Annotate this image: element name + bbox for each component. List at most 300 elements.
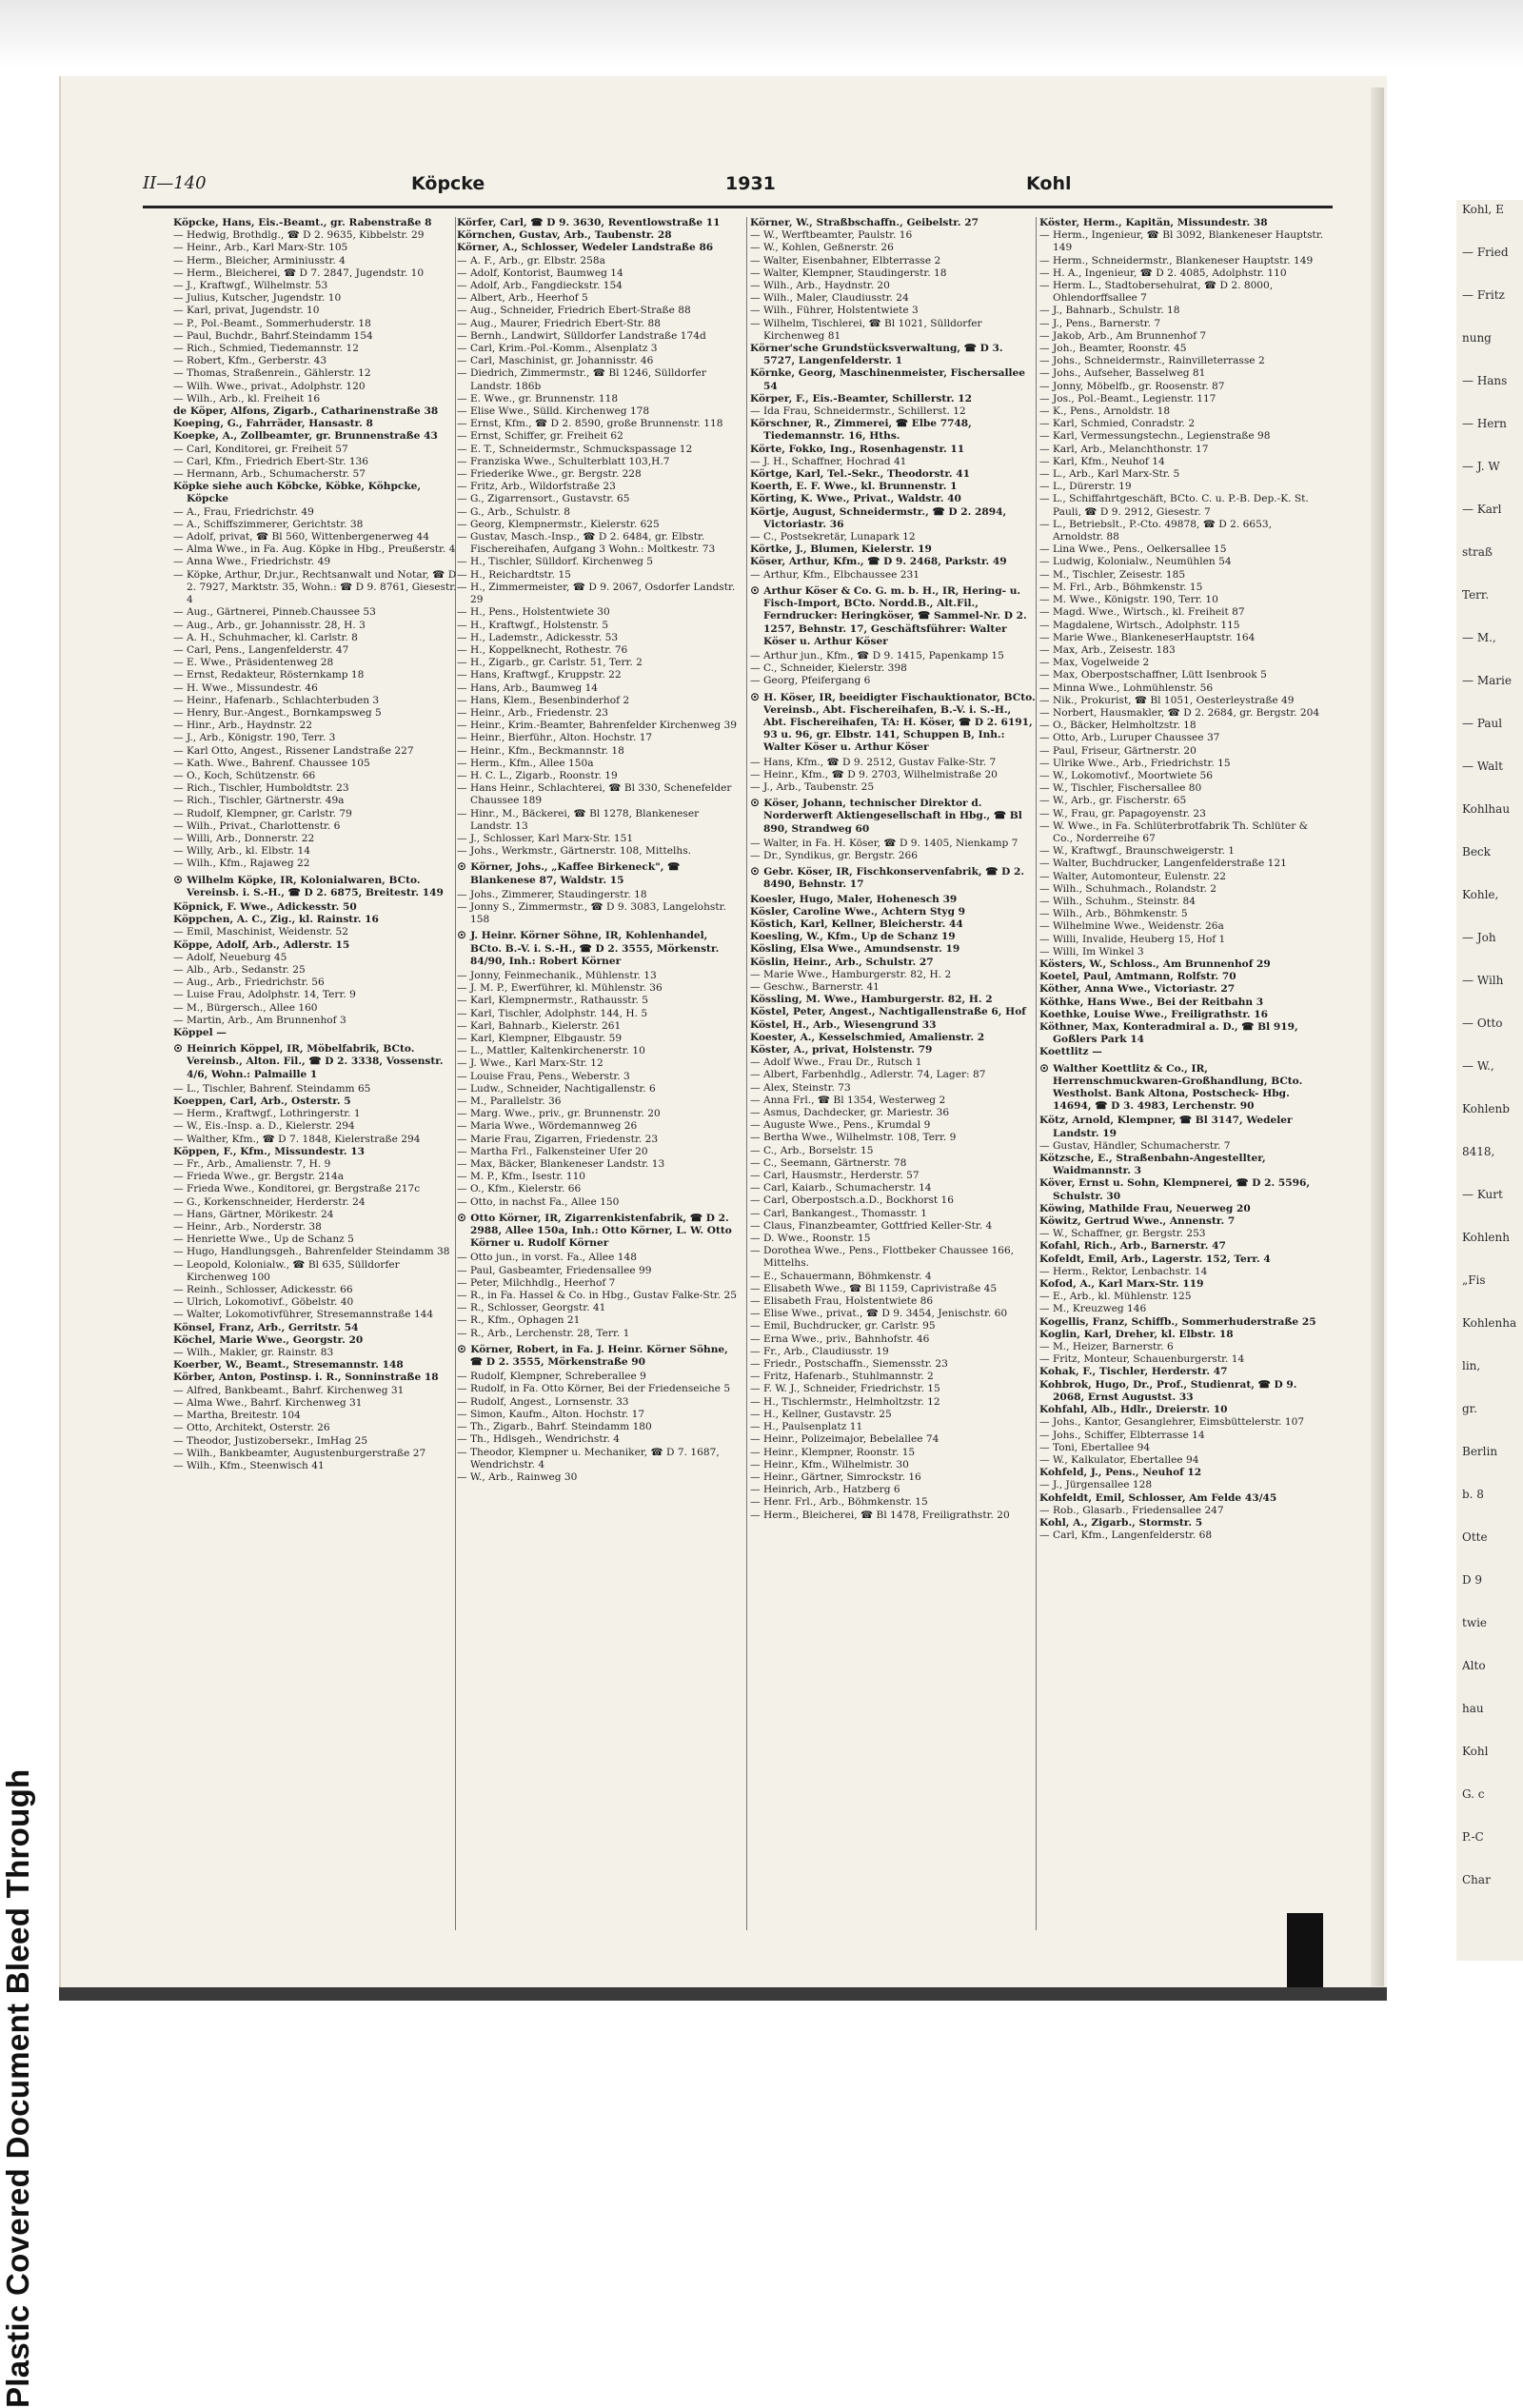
directory-entry: — C., Arb., Borselstr. 15 xyxy=(750,1144,874,1156)
directory-entry: — Thomas, Straßenrein., Gählerstr. 12 xyxy=(173,367,371,380)
directory-entry: — Diedrich, Zimmermstr., ☎ Bl 1246, Sülldorfer Landstr. 186b xyxy=(457,367,706,392)
directory-entry xyxy=(750,691,1038,755)
directory-entry: — W., Arb., Rainweg 30 xyxy=(457,1470,578,1483)
directory-entry: — Herm., Bleicherei, ☎ D 7. 2847, Jugendstr. 10 xyxy=(173,266,425,279)
directory-entry: — Karl, Schmied, Conradstr. 2 xyxy=(1039,418,1196,430)
directory-entry: — Rob., Glasarb., Friedensallee 247 xyxy=(1039,1504,1224,1516)
directory-entry: — F. W. J., Schneider, Friedrichstr. 15 xyxy=(750,1383,940,1395)
adjacent-page-text: Kohl xyxy=(1462,1745,1489,1758)
directory-entry: — Peter, Milchhdlg., Heerhof 7 xyxy=(457,1276,616,1289)
directory-entry: — Walter, Automonteur, Eulenstr. 22 xyxy=(1039,870,1226,882)
directory-entry: — Marg. Wwe., priv., gr. Brunnenstr. 20 xyxy=(457,1108,661,1120)
directory-entry: — Herm., Bleicherei, ☎ Bl 1478, Freiligrathstr. 20 xyxy=(750,1509,1010,1521)
directory-entry: Kohfeldt, Emil, Schlosser, Am Felde 43/45 xyxy=(1039,1491,1277,1504)
directory-entry: — Walter, in Fa. H. Köser, ☎ D 9. 1405, Nienkamp 7 xyxy=(750,837,1019,849)
directory-entry: — C., Seemann, Gärtnerstr. 78 xyxy=(750,1156,907,1169)
firm-entry-text: Arthur Köser & Co. G. m. b. H., IR, Hering- u. Fisch-Import, BCto. Nordd.B., Alt.Fil., Ferndrucker: Heringköser, ☎ Sammel-Nr. D 2. 1257, Behnstr. 17, Geschäftsführer: Walter Köser u. Arthur Köser xyxy=(763,584,1027,647)
directory-entry: — Magd. Wwe., Wirtsch., kl. Freiheit 87 xyxy=(1039,606,1245,619)
directory-entry: — Wilh., Schuhmach., Rolandstr. 2 xyxy=(1039,882,1216,895)
directory-entry: — Anna Frl., ☎ Bl 1354, Westerweg 2 xyxy=(750,1094,946,1106)
directory-entry: Kofeldt, Emil, Arb., Lagerstr. 152, Terr. 4 xyxy=(1039,1253,1271,1265)
directory-entry: Köstel, Peter, Angest., Nachtigallenstraße 6, Hof xyxy=(750,1006,1026,1018)
directory-entry: — Emil, Maschinist, Weidenstr. 52 xyxy=(173,926,348,938)
directory-entry: — Wilhelmine Wwe., Weidenstr. 26a xyxy=(1039,920,1224,933)
directory-entry: — Adolf, Neueburg 45 xyxy=(173,951,287,963)
directory-entry: — Willi, Im Winkel 3 xyxy=(1039,945,1144,957)
directory-entry: — Martha, Breitestr. 104 xyxy=(173,1410,301,1422)
directory-entry: — Henr. Frl., Arb., Böhmkenstr. 15 xyxy=(750,1496,928,1509)
directory-entry: — Albert, Farbenhdlg., Adlerstr. 74, Lager: 87 xyxy=(750,1069,986,1081)
directory-entry: — Ida Frau, Schneidermstr., Schillerst. 12 xyxy=(750,405,966,418)
adjacent-page-text: — Fritz xyxy=(1462,288,1505,302)
directory-entry: — Herm., Kfm., Allee 150a xyxy=(457,757,594,769)
directory-entry: — Johs., Schiffer, Elbterrasse 14 xyxy=(1039,1429,1205,1441)
directory-entry: — Luise Frau, Adolphstr. 14, Terr. 9 xyxy=(173,989,356,1001)
directory-entry: — A. F., Arb., gr. Elbstr. 258a xyxy=(457,254,605,266)
directory-entry: Körper, F., Eis.-Beamter, Schillerstr. 12 xyxy=(750,392,972,405)
directory-entry: — Ernst, Kfm., ☎ D 2. 8590, große Brunnenstr. 118 xyxy=(457,418,723,430)
directory-entry: — Alma Wwe., in Fa. Aug. Köpke in Hbg., Preußerstr. 4 xyxy=(173,543,456,556)
directory-entry: — Martha Frl., Falkensteiner Ufer 20 xyxy=(457,1145,648,1157)
directory-entry: — Wilh., Maler, Claudiusstr. 24 xyxy=(750,292,909,305)
directory-entry: — Carl, Kfm., Friedrich Ebert-Str. 136 xyxy=(173,455,369,467)
directory-entry: — Georg, Klempnermstr., Kielerstr. 625 xyxy=(457,518,660,530)
directory-entry: — Jonny, Feinmechanik., Mühlenstr. 13 xyxy=(457,969,657,981)
adjacent-page-text: straß xyxy=(1462,545,1493,559)
directory-column-1 xyxy=(173,217,459,1949)
directory-entry: — Karl, Arb., Melanchthonstr. 17 xyxy=(1039,443,1209,455)
directory-entry xyxy=(173,874,459,899)
directory-entry: Köver, Ernst u. Sohn, Klempnerei, ☎ D 2. 5596, Schulstr. 30 xyxy=(1039,1177,1311,1202)
directory-entry: — Hans, Klem., Besenbinderhof 2 xyxy=(457,694,630,706)
directory-entry: Kohfeld, J., Pens., Neuhof 12 xyxy=(1039,1467,1202,1479)
directory-entry: — Heinr., Polizeimajor, Bebelallee 74 xyxy=(750,1433,940,1446)
directory-entry: Köwing, Mathilde Frau, Neuerweg 20 xyxy=(1039,1202,1251,1214)
directory-entry: Köpke siehe auch Köbcke, Köbke, Köhpcke, Köpcke xyxy=(173,481,422,505)
directory-entry: Köthner, Max, Konteradmiral a. D., ☎ Bl 919, Goßlers Park 14 xyxy=(1039,1021,1298,1046)
directory-entry: Könsel, Franz, Arb., Gerritstr. 54 xyxy=(173,1321,359,1333)
directory-entry: — Wilh., Arb., Haydnstr. 20 xyxy=(750,280,890,292)
directory-entry: — Fritz, Arb., Wildorfstraße 23 xyxy=(457,481,616,493)
directory-entry: — Carl, Maschinist, gr. Johannisstr. 46 xyxy=(457,355,654,367)
directory-entry: — Hans, Kfm., ☎ D 9. 2512, Gustav Falke-Str. 7 xyxy=(750,756,997,768)
directory-entry: — Wilhelm, Tischlerei, ☎ Bl 1021, Sülldorfer Kirchenweg 81 xyxy=(750,317,982,342)
directory-entry: Körtge, Karl, Tel.-Sekr., Theodorstr. 41 xyxy=(750,468,971,481)
directory-entry: Koesling, W., Kfm., Up de Schanz 19 xyxy=(750,931,956,943)
firm-bullet-icon: ⊙ xyxy=(750,864,764,878)
directory-entry: de Köper, Alfons, Zigarb., Catharinenstraße 38 xyxy=(173,405,439,418)
directory-entry: Köthke, Hans Wwe., Bei der Reitbahn 3 xyxy=(1039,996,1264,1008)
directory-entry xyxy=(1039,1062,1325,1114)
directory-entry: — E. Wwe., gr. Brunnenstr. 118 xyxy=(457,392,619,405)
directory-entry: — G., Arb., Schulstr. 8 xyxy=(457,505,571,518)
directory-entry: — H., Kraftwgf., Holstenstr. 5 xyxy=(457,619,609,631)
directory-entry: Kötz, Arnold, Klempner, ☎ Bl 3147, Wedeler Landstr. 19 xyxy=(1039,1115,1293,1139)
adjacent-page-text: Terr. xyxy=(1462,588,1490,602)
directory-column-4 xyxy=(1039,217,1325,1949)
directory-entry: — Carl, Kaiarb., Schumacherstr. 14 xyxy=(750,1182,932,1194)
adjacent-page-text: 8418, xyxy=(1462,1145,1495,1158)
directory-entry: — Alfred, Bankbeamt., Bahrf. Kirchenweg 31 xyxy=(173,1384,405,1396)
directory-entry: — M. Frl., Arb., Böhmkenstr. 15 xyxy=(1039,581,1203,593)
directory-entry: — Hinr., Arb., Haydnstr. 22 xyxy=(173,720,312,732)
directory-entry: — Erna Wwe., priv., Bahnhofstr. 46 xyxy=(750,1332,930,1345)
directory-entry: — Leopold, Kolonialw., ☎ Bl 635, Sülldorfer Kirchenweg 100 xyxy=(173,1258,400,1283)
directory-entry: — Ludw., Schneider, Nachtigallenstr. 6 xyxy=(457,1082,656,1095)
directory-entry: — Friedr., Postschaffn., Siemensstr. 23 xyxy=(750,1358,948,1371)
adjacent-page-text: — Joh xyxy=(1462,931,1496,944)
directory-entry: — H., Zigarb., gr. Carlstr. 51, Terr. 2 xyxy=(457,657,643,669)
directory-entry: — Herm., Rektor, Lenbachstr. 14 xyxy=(1039,1265,1208,1277)
directory-entry: — Fritz, Hafenarb., Stuhlmannstr. 2 xyxy=(750,1371,934,1383)
directory-entry: — Walther, Kfm., ☎ D 7. 1848, Kielerstraße 294 xyxy=(173,1133,421,1145)
directory-entry: — H. C. L., Zigarb., Roonstr. 19 xyxy=(457,769,618,781)
header-first-word: Köpcke xyxy=(411,173,485,194)
directory-entry: Körner, W., Straßbschaffn., Geibelstr. 27 xyxy=(750,217,979,228)
directory-entry: — H. Wwe., Missundestr. 46 xyxy=(173,681,318,694)
adjacent-page-text: Kohlenb xyxy=(1462,1102,1510,1115)
directory-column-3 xyxy=(750,217,1038,1949)
directory-entry: — Max, Arb., Zeisestr. 183 xyxy=(1039,643,1176,656)
directory-entry: — Dorothea Wwe., Pens., Flottbeker Chaussee 166, Mittelhs. xyxy=(750,1245,1015,1270)
adjacent-page-text: Char xyxy=(1462,1873,1491,1886)
directory-entry: Kohl, A., Zigarb., Stormstr. 5 xyxy=(1039,1516,1203,1529)
directory-entry: — Rich., Tischler, Humboldtstr. 23 xyxy=(173,782,349,795)
directory-entry: — Arthur, Kfm., Elbchaussee 231 xyxy=(750,568,920,581)
directory-entry: — Hinr., M., Bäckerei, ☎ Bl 1278, Blankeneser Landstr. 13 xyxy=(457,807,700,832)
directory-entry: Körschner, R., Zimmerei, ☎ Elbe 7748, Tiedemannstr. 16, Hths. xyxy=(750,418,972,443)
directory-entry: — Herm., Ingenieur, ☎ Bl 3092, Blankeneser Hauptstr. 149 xyxy=(1039,229,1324,254)
directory-entry: — Georg, Pfeifergang 6 xyxy=(750,675,871,687)
directory-entry: Köser, Arthur, Kfm., ☎ D 9. 2468, Parkstr. 49 xyxy=(750,556,1007,568)
directory-entry: — D. Wwe., Roonstr. 15 xyxy=(750,1233,871,1245)
directory-entry: — L., Schiffahrtgeschäft, BCto. C. u. P.-B. Dep.-K. St. Pauli, ☎ D 9. 2912, Giesestr. 7 xyxy=(1039,493,1309,518)
directory-entry: — Herm., Kraftwgf., Lothringerstr. 1 xyxy=(173,1108,361,1120)
adjacent-page-text: Alto xyxy=(1462,1659,1486,1672)
directory-entry: — Carl, Bankangest., Thomasstr. 1 xyxy=(750,1207,928,1219)
directory-entry: — H., Kellner, Gustavstr. 25 xyxy=(750,1408,892,1420)
directory-entry: Köster, Herm., Kapitän, Missundestr. 38 xyxy=(1039,217,1268,228)
directory-entry: — Aug., Arb., Friedrichstr. 56 xyxy=(173,977,325,989)
directory-entry: — Otto, Architekt, Osterstr. 26 xyxy=(173,1422,330,1434)
adjacent-page-text: Kohl, E xyxy=(1462,203,1504,216)
directory-entry: — W., Kraftwgf., Braunschweigerstr. 1 xyxy=(1039,845,1235,858)
directory-entry: — Simon, Kaufm., Alton. Hochstr. 17 xyxy=(457,1408,645,1420)
adjacent-page-text: G. c xyxy=(1462,1787,1485,1801)
directory-entry: — Wilh., Makler, gr. Rainstr. 83 xyxy=(173,1347,334,1359)
directory-entry: Kofahl, Rich., Arb., Barnerstr. 47 xyxy=(1039,1240,1226,1253)
page-number: II—140 xyxy=(143,173,207,193)
directory-entry: — Th., Hdlsgeh., Wendrichstr. 4 xyxy=(457,1433,620,1446)
directory-entry: — H., Pens., Holstentwiete 30 xyxy=(457,606,610,619)
directory-entry: — Herm., Schneidermstr., Blankeneser Hauptstr. 149 xyxy=(1039,254,1314,266)
directory-entry: — Johs., Kantor, Gesanglehrer, Eimsbüttelerstr. 107 xyxy=(1039,1416,1305,1429)
directory-entry: Köther, Anna Wwe., Victoriastr. 27 xyxy=(1039,983,1236,996)
directory-entry: — Ulrike Wwe., Arb., Friedrichstr. 15 xyxy=(1039,757,1231,769)
side-label: Plastic Covered Document Bleed Through xyxy=(0,1768,35,2408)
firm-bullet-icon: ⊙ xyxy=(750,582,764,597)
directory-entry: — H., Koppelknecht, Rothestr. 76 xyxy=(457,643,628,656)
directory-entry: Kössling, M. Wwe., Hamburgerstr. 82, H. 2 xyxy=(750,994,993,1006)
directory-entry: — W., Frau, gr. Papagoyenstr. 23 xyxy=(1039,807,1206,819)
directory-entry: Koettlitz — xyxy=(1039,1046,1102,1058)
directory-entry: — Marie Wwe., Hamburgerstr. 82, H. 2 xyxy=(750,968,952,980)
directory-entry: — Wilh., Privat., Charlottenstr. 6 xyxy=(173,819,341,832)
running-header xyxy=(143,168,1333,200)
directory-entry: — Aug., Maurer, Friedrich Ebert-Str. 88 xyxy=(457,317,662,329)
directory-entry: — Willi, Arb., Donnerstr. 22 xyxy=(173,832,315,844)
directory-entry: — Max, Oberpostschaffner, Lütt Isenbrook 5 xyxy=(1039,669,1267,681)
directory-entry: — Heinr., Arb., Friedenstr. 23 xyxy=(457,706,609,719)
directory-entry: — Henry, Bur.-Angest., Bornkampsweg 5 xyxy=(173,706,382,719)
directory-entry: — E., Schauermann, Böhmkenstr. 4 xyxy=(750,1270,932,1282)
directory-entry: Köstel, H., Arb., Wiesengrund 33 xyxy=(750,1018,937,1031)
directory-entry: — Fritz, Monteur, Schauenburgerstr. 14 xyxy=(1039,1353,1245,1366)
directory-entry: — Hans, Gärtner, Mörikestr. 24 xyxy=(173,1208,334,1220)
directory-entry: — Norbert, Hausmakler, ☎ D 2. 2684, gr. Bergstr. 204 xyxy=(1039,706,1320,719)
directory-entry: — Heinr., Arb., Karl Marx-Str. 105 xyxy=(173,242,348,254)
directory-entry: Köslin, Heinr., Arb., Schulstr. 27 xyxy=(750,956,934,968)
directory-entry: — Julius, Kutscher, Jugendstr. 10 xyxy=(173,292,342,305)
directory-entry: — Ulrich, Lokomotivf., Göbelstr. 40 xyxy=(173,1296,354,1309)
directory-entry: — W., Werftbeamter, Paulstr. 16 xyxy=(750,229,913,242)
directory-entry: — H., Tischler, Sülldorf. Kirchenweg 5 xyxy=(457,556,654,568)
directory-entry: — Hermann, Arb., Schumacherstr. 57 xyxy=(173,468,366,481)
directory-entry: Kohak, F., Tischler, Herderstr. 47 xyxy=(1039,1366,1228,1378)
directory-entry: — Frieda Wwe., Konditorei, gr. Bergstraße 217c xyxy=(173,1183,421,1195)
directory-entry: — Paul, Gasbeamter, Friedensallee 99 xyxy=(457,1264,652,1276)
directory-entry: — Rudolf, Angest., Lornsenstr. 33 xyxy=(457,1395,629,1408)
directory-entry: — O., Kfm., Kielerstr. 66 xyxy=(457,1183,582,1195)
directory-entry xyxy=(173,1042,459,1081)
directory-entry: — Theodor, Klempner u. Mechaniker, ☎ D 7. 1687, Wendrichstr. 4 xyxy=(457,1446,720,1470)
directory-entry: — Asmus, Dachdecker, gr. Mariestr. 36 xyxy=(750,1107,950,1119)
directory-entry: — Karl, Klempner, Elbgaustr. 59 xyxy=(457,1033,623,1044)
directory-entry: — Carl, Krim.-Pol.-Komm., Alsenplatz 3 xyxy=(457,343,658,355)
firm-bullet-icon: ⊙ xyxy=(1039,1060,1054,1075)
scan-bottom-edge xyxy=(59,1987,1387,2001)
directory-entry: — Heinr., Hafenarb., Schlachterbuden 3 xyxy=(173,694,380,706)
directory-entry: Körnchen, Gustav, Arb., Taubenstr. 28 xyxy=(457,229,672,242)
directory-entry: — M., Parallelstr. 36 xyxy=(457,1095,562,1108)
directory-entry: — Franziska Wwe., Schulterblatt 103,H.7 xyxy=(457,455,670,467)
directory-entry: — Paul, Buchdr., Bahrf.Steindamm 154 xyxy=(173,329,373,342)
adjacent-page-text: — Otto xyxy=(1462,1016,1503,1030)
directory-entry: — Maria Wwe., Wördemannweg 26 xyxy=(457,1120,638,1133)
directory-entry: Kötzsche, E., Straßenbahn-Angestellter, Waidmannstr. 3 xyxy=(1039,1153,1266,1177)
directory-entry: — J., Arb., Königstr. 190, Terr. 3 xyxy=(173,732,336,744)
directory-entry: — L., Betriebslt., P.-Cto. 49878, ☎ D 2. 6653, Arnoldstr. 88 xyxy=(1039,518,1272,543)
directory-entry: Körner'sche Grundstücksverwaltung, ☎ D 3. 5727, Langenfelderstr. 1 xyxy=(750,343,1003,367)
directory-entry: — Adolf, Kontorist, Baumweg 14 xyxy=(457,266,623,279)
directory-entry: Körnke, Georg, Maschinenmeister, Fischersallee 54 xyxy=(750,367,1025,392)
adjacent-page-text: — Kurt xyxy=(1462,1188,1503,1201)
directory-entry: Kohfahl, Alb., Hdlr., Dreierstr. 10 xyxy=(1039,1404,1228,1416)
directory-entry: — L., Tischler, Bahrenf. Steindamm 65 xyxy=(173,1082,371,1095)
directory-entry: — Jos., Pol.-Beamt., Legienstr. 117 xyxy=(1039,392,1216,405)
directory-entry: — A., Schiffszimmerer, Gerichtstr. 38 xyxy=(173,518,364,530)
firm-bullet-icon: ⊙ xyxy=(173,872,188,886)
firm-entry-text: Körner, Johs., „Kaffee Birkeneck", ☎ Blankenese 87, Waldstr. 15 xyxy=(470,861,681,886)
directory-entry: — Max, Vogelweide 2 xyxy=(1039,657,1150,669)
directory-entry: — Carl, Kfm., Langenfelderstr. 68 xyxy=(1039,1530,1213,1542)
directory-entry: — Elisabeth Wwe., ☎ Bl 1159, Caprivistraße 45 xyxy=(750,1282,998,1294)
directory-entry: — Albert, Arb., Heerhof 5 xyxy=(457,292,588,305)
directory-entry: Körner, A., Schlosser, Wedeler Landstraße 86 xyxy=(457,242,714,254)
adjacent-page-text: Kohlhau xyxy=(1462,802,1511,816)
directory-entry: Köpcke, Hans, Eis.-Beamt., gr. Rabenstraße 8 xyxy=(173,217,432,228)
directory-entry: — Johs., Schneidermstr., Rainvilleterrasse 2 xyxy=(1039,355,1265,367)
directory-entry xyxy=(457,1212,742,1251)
directory-entry: Körtje, August, Schneidermstr., ☎ D 2. 2894, Victoriastr. 36 xyxy=(750,505,1007,530)
adjacent-page-text: Kohlenh xyxy=(1462,1231,1510,1244)
adjacent-page-text: twie xyxy=(1462,1616,1488,1629)
directory-entry: — W., Tischler, Fischersallee 80 xyxy=(1039,782,1202,795)
firm-bullet-icon: ⊙ xyxy=(750,689,764,703)
directory-entry: — Walter, Eisenbahner, Elbterrasse 2 xyxy=(750,254,941,266)
directory-entry: — J., Schlosser, Karl Marx-Str. 151 xyxy=(457,832,634,844)
directory-entry: — O., Koch, Schützenstr. 66 xyxy=(173,769,316,781)
directory-entry: Koester, A., Kesselschmied, Amalienstr. 2 xyxy=(750,1031,985,1043)
directory-entry: — Marie Frau, Zigarren, Friedenstr. 23 xyxy=(457,1133,659,1145)
directory-entry: — J., Pens., Barnerstr. 7 xyxy=(1039,317,1161,329)
directory-entry: — L., Arb., Karl Marx-Str. 5 xyxy=(1039,468,1180,481)
firm-bullet-icon: ⊙ xyxy=(457,1210,471,1224)
directory-entry: — Elisabeth Frau, Holstentwiete 86 xyxy=(750,1295,934,1308)
directory-entry: — H., Lademstr., Adickesstr. 53 xyxy=(457,631,619,643)
directory-entry: — Wilh., Führer, Holstentwiete 3 xyxy=(750,305,919,317)
directory-entry: — Heinr., Klempner, Roonstr. 15 xyxy=(750,1446,916,1458)
directory-entry: Köster, A., privat, Holstenstr. 79 xyxy=(750,1044,933,1056)
directory-entry: Kösler, Caroline Wwe., Achtern Styg 9 xyxy=(750,905,966,918)
directory-entry: — Heinrich, Arb., Hatzberg 6 xyxy=(750,1484,900,1496)
directory-entry: Koethke, Louise Wwe., Freiligrathstr. 16 xyxy=(1039,1008,1269,1020)
firm-entry-text: Wilhelm Köpke, IR, Kolonialwaren, BCto. Vereinsb. i. S.-H., ☎ D 2. 6875, Breitestr. 149 xyxy=(187,874,444,898)
firm-entry-text: Körner, Robert, in Fa. J. Heinr. Körner Söhne, ☎ D 2. 3555, Mörkenstraße 90 xyxy=(470,1343,728,1369)
directory-entry: — Hans, Kraftwgf., Kruppstr. 22 xyxy=(457,669,622,681)
directory-entry: Köppe, Adolf, Arb., Adlerstr. 15 xyxy=(173,938,350,951)
directory-entry: — Karl, privat, Jugendstr. 10 xyxy=(173,305,320,317)
directory-entry: — Wilh., Bankbeamter, Augustenburgerstraße 27 xyxy=(173,1447,426,1459)
directory-entry: — Minna Wwe., Lohmühlenstr. 56 xyxy=(1039,681,1214,694)
directory-entry: — Karl, Tischler, Adolphstr. 144, H. 5 xyxy=(457,1007,648,1019)
header-last-word: Kohl xyxy=(1026,173,1072,194)
directory-entry: Koeppen, Carl, Arb., Osterstr. 5 xyxy=(173,1095,351,1108)
directory-entry: Koerber, W., Beamt., Stresemannstr. 148 xyxy=(173,1359,404,1372)
directory-entry: — Johs., Aufseher, Basselweg 81 xyxy=(1039,367,1206,380)
adjacent-page-text: Kohle, xyxy=(1462,888,1499,901)
adjacent-page-text: Otte xyxy=(1462,1530,1488,1544)
adjacent-page-text: Berlin xyxy=(1462,1445,1498,1458)
directory-entry: — J., Kraftwgf., Wilhelmstr. 53 xyxy=(173,280,328,292)
directory-entry: — Th., Zigarb., Bahrf. Steindamm 180 xyxy=(457,1421,652,1433)
directory-entry: — W., Arb., gr. Fischerstr. 65 xyxy=(1039,795,1187,807)
directory-entry: — Rich., Schmied, Tiedemannstr. 12 xyxy=(173,343,360,355)
directory-entry: — Ernst, Schiffer, gr. Freiheit 62 xyxy=(457,430,623,443)
scan-top-shadow xyxy=(0,0,1523,69)
directory-entry: — Walter, Lokomotivführer, Stresemannstraße 144 xyxy=(173,1309,434,1321)
directory-entry: Köppchen, A. C., Zig., kl. Rainstr. 16 xyxy=(173,914,379,926)
adjacent-page-text: D 9 xyxy=(1462,1573,1483,1587)
page-gutter-shadow xyxy=(1371,88,1384,1986)
directory-entry: — M. Wwe., Königstr. 190, Terr. 10 xyxy=(1039,594,1218,606)
directory-entry: — W. Wwe., in Fa. Schlüterbrotfabrik Th. Schlüter & Co., Norderreihe 67 xyxy=(1039,819,1309,844)
adjacent-page-text: nung xyxy=(1462,331,1492,345)
directory-entry: — Wilh., Kfm., Rajaweg 22 xyxy=(173,858,310,870)
directory-entry: — Wilh. Wwe., privat., Adolphstr. 120 xyxy=(173,380,366,392)
scan-marker-block xyxy=(1287,1913,1323,1989)
directory-entry: — Bernh., Landwirt, Sülldorfer Landstraße 174d xyxy=(457,329,706,342)
directory-entry: — J. M. P., Ewerführer, kl. Mühlenstr. 36 xyxy=(457,982,663,995)
directory-entry: Köpnick, F. Wwe., Adickesstr. 50 xyxy=(173,900,357,913)
adjacent-page-text: — Fried xyxy=(1462,246,1509,259)
directory-entry: Koepke, A., Zollbeamter, gr. Brunnenstraße 43 xyxy=(173,430,438,443)
directory-entry: — Aug., Arb., gr. Johannisstr. 28, H. 3 xyxy=(173,619,366,631)
directory-entry: — Bertha Wwe., Wilhelmstr. 108, Terr. 9 xyxy=(750,1132,957,1144)
directory-entry: Körting, K. Wwe., Privat., Waldstr. 40 xyxy=(750,493,961,505)
directory-entry xyxy=(457,1343,742,1369)
directory-entry: — Alex, Steinstr. 73 xyxy=(750,1081,851,1094)
directory-entry: — Arthur jun., Kfm., ☎ D 9. 1415, Papenkamp 15 xyxy=(750,649,1004,661)
directory-entry: — Heinr., Bierführ., Alton. Hochstr. 17 xyxy=(457,732,653,744)
directory-entry: — Heinr., Gärtner, Simrockstr. 16 xyxy=(750,1470,921,1483)
directory-entry: — Friederike Wwe., gr. Bergstr. 228 xyxy=(457,468,642,481)
adjacent-page-text: Beck xyxy=(1462,845,1491,859)
directory-entry: — Adolf, privat, ☎ Bl 560, Wittenbergenerweg 44 xyxy=(173,531,430,543)
directory-entry: — Martin, Arb., Am Brunnenhof 3 xyxy=(173,1014,346,1026)
directory-entry: — G., Korkenschneider, Herderstr. 24 xyxy=(173,1195,366,1208)
directory-entry: — Fr., Arb., Amalienstr. 7, H. 9 xyxy=(173,1158,331,1171)
directory-entry: — L., Mattler, Kaltenkirchenerstr. 10 xyxy=(457,1045,645,1057)
directory-entry: — J., Arb., Taubenstr. 25 xyxy=(750,780,875,793)
directory-entry: — M., Kreuzweg 146 xyxy=(1039,1303,1147,1315)
directory-entry: — M., Heizer, Barnerstr. 6 xyxy=(1039,1341,1174,1353)
directory-entry: — Herm., Bleicher, Arminiusstr. 4 xyxy=(173,254,346,266)
adjacent-page-text: Kohlenha xyxy=(1462,1316,1517,1330)
directory-entry: — Karl, Bahnarb., Kielerstr. 261 xyxy=(457,1019,622,1032)
firm-entry-text: Köser, Johann, technischer Direktor d. Norderwerft Aktiengesellschaft in Hbg., ☎ Bl 890, Strandweg 60 xyxy=(763,798,1022,835)
directory-entry: — C., Postsekretär, Lunapark 12 xyxy=(750,531,916,543)
firm-entry-text: Heinrich Köppel, IR, Möbelfabrik, BCto. Vereinsb., Alton. Fil., ☎ D 2. 3338, Vossenstr. 4/6, Wohn.: Palmaille 1 xyxy=(187,1043,444,1080)
directory-entry: — Theodor, Justizobersekr., ImHag 25 xyxy=(173,1434,368,1447)
directory-entry: Köchel, Marie Wwe., Georgstr. 20 xyxy=(173,1333,364,1346)
directory-entry: — H., Paulsenplatz 11 xyxy=(750,1421,863,1433)
header-rule xyxy=(143,206,1333,208)
directory-entry: — Otto, in nachst Fa., Allee 150 xyxy=(457,1195,620,1208)
directory-entry: — Heinr., Krim.-Beamter, Bahrenfelder Kirchenweg 39 xyxy=(457,720,737,732)
directory-entry: — J., Jürgensallee 128 xyxy=(1039,1479,1153,1491)
directory-entry: — Köpke, Arthur, Dr.jur., Rechtsanwalt und Notar, ☎ D 2. 7927, Marktstr. 35, Wohn.: ☎ D 9. 8761, Giesestr. 4 xyxy=(173,568,457,606)
directory-entry: — Ludwig, Kolonialw., Neumühlen 54 xyxy=(1039,556,1232,568)
directory-entry: — Fr., Arb., Claudiusstr. 19 xyxy=(750,1345,889,1357)
directory-entry: — Max, Bäcker, Blankeneser Landstr. 13 xyxy=(457,1158,665,1171)
directory-entry: — Heinr., Kfm., Wilhelmistr. 30 xyxy=(750,1458,909,1470)
directory-entry: — Herm. L., Stadtobersehulrat, ☎ D 2. 8000, Ohlendorffsallee 7 xyxy=(1039,280,1274,305)
firm-bullet-icon: ⊙ xyxy=(457,859,471,874)
directory-entry: — Jonny, Möbelfb., gr. Roosenstr. 87 xyxy=(1039,380,1225,392)
directory-entry: Koglin, Karl, Dreher, kl. Elbstr. 18 xyxy=(1039,1328,1234,1340)
directory-entry: Kogellis, Franz, Schiffb., Sommerhuderstraße 25 xyxy=(1039,1315,1316,1328)
directory-entry: — W., Kalkulator, Ebertallee 94 xyxy=(1039,1453,1199,1466)
directory-entry: — Johs., Werkmstr., Gärtnerstr. 108, Mittelhs. xyxy=(457,845,692,858)
directory-entry: — K., Pens., Arnoldstr. 18 xyxy=(1039,405,1171,418)
directory-entry: — Toni, Ebertallee 94 xyxy=(1039,1441,1151,1453)
directory-entry: — Johs., Zimmerer, Staudingerstr. 18 xyxy=(457,888,647,900)
directory-entry: — R., in Fa. Hassel & Co. in Hbg., Gustav Falke-Str. 25 xyxy=(457,1290,737,1302)
directory-entry: — Magdalene, Wirtsch., Adolphstr. 115 xyxy=(1039,619,1240,631)
directory-entry: — Henriette Wwe., Up de Schanz 5 xyxy=(173,1234,354,1246)
directory-entry: — Elise Wwe., Sülld. Kirchenweg 178 xyxy=(457,405,650,418)
